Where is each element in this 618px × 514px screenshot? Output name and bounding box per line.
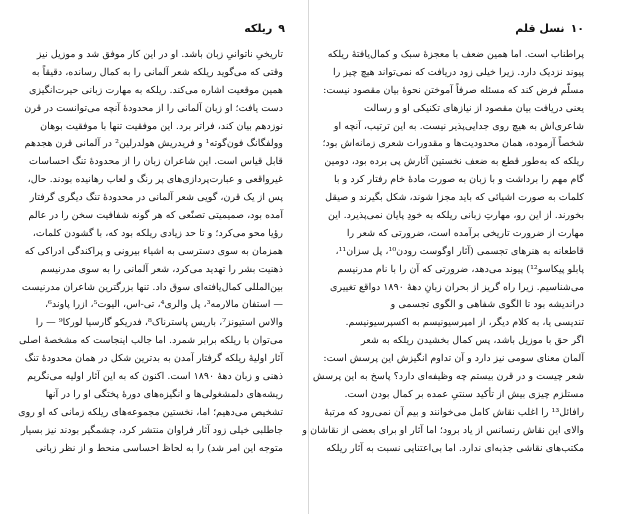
right-page [302, 0, 618, 514]
text-line: اگر حق با موزیل باشد، پس کمال بخشیدن ریلکه به شعر [361, 335, 584, 347]
text-line: ریلکه که به‌طور قطع به ضعف نخستین آثارش پی برده بود، دومین [324, 156, 584, 168]
text-line: می‌شناسیم. زیرا راه گریز از بحران زبانِ دههٔ ۱۸۹۰ دواقع تغییری [330, 281, 584, 293]
text-line: غیرواقعی و عبارت‌پردازی‌های پر رنگ و لعاب رهانیده بودند. حال، [27, 174, 283, 186]
text-line: وولفگانگ فون‌گوته¹ و فریدریش هولدرلین² در آلمانی قرن هجدهم [24, 138, 283, 150]
right-page-body [302, 46, 584, 504]
text-line: همزمان به سوی دسترسی به اشیاء بیرونی و پراکندگی ادراکی که [24, 245, 283, 257]
text-line: مستلزم چیزی بیش از تأکید سنتیِ عمده بر کمال بودن است. [344, 388, 584, 400]
left-page-body [18, 46, 283, 504]
right-running-header [335, 20, 584, 36]
text-line: دراندیشه بود تا الگوی شفاهی و الگوی تجسمی و [390, 299, 584, 311]
text-line: همین موقعیت اشاره می‌کند. ریلکه به مهارت زبانی حیرت‌انگیزی [28, 84, 283, 96]
right-running-head: نسل قلم [515, 21, 565, 35]
text-line: پراطناب است. اما همین ضعف با معجزهٔ سبک و کمال‌یافتهٔ ریلکه [327, 49, 584, 60]
text-line: قاطعانه به هنرهای تجسمی (آثار اوگوست رودن¹⁰، پل سزان¹¹، [335, 245, 584, 257]
text-line: — استفان مالارمه³، پل والری⁴، تی-اس، الیوت⁵، ازرا پاوند⁶، [44, 299, 283, 311]
text-line: شخصاً آزموده، همان محدودیت‌ها و مقدورات شعری زمانه‌اش بود؛ [322, 138, 584, 150]
text-line: بین‌المللی کمال‌یافته‌ای سوق داد. تنها بزرگترین شاعران مدرنیست [21, 281, 283, 293]
text-line: ذهنی و زبان دههٔ ۱۸۹۰ است. اکنون که به این آثار اولیه می‌نگریم [27, 371, 283, 383]
right-page-number: ۱۰ [570, 21, 584, 35]
text-line: آمده بود، صمیمیتی تصنّعی که هر گونه شفافیت سخن را در عالم [28, 210, 283, 222]
text-line: نوزدهم بیان کند، فراتر برد. این موفقیت تنها با موفقیت بوهان [40, 120, 283, 132]
left-running-header [40, 20, 285, 36]
text-line: شاعری‌اش به هیچ روی جدایی‌پذیر نیست. به این ترتیب، آنچه او [333, 120, 584, 132]
text-line: تشخیص می‌دهیم؛ اما، نخستین مجموعه‌های ریلکه زمانی که او روی [18, 406, 283, 418]
text-line: پابلو پیکاسو¹²) پیوند می‌دهد، ضرورتی که آن را با نام مدرنیسم [337, 263, 584, 275]
text-line: جاطلبی خیلی زود آثار فراوان منتشر کرد، چشمگیر بودند نیز بسیار [20, 424, 283, 436]
text-line: قابل قیاس است. این شاعران زبان را از محدودهٔ تنگ احساسات [29, 156, 283, 168]
text-line: والای این نقاش رنسانس از یاد برود؛ اما آثار او برای بعضی از نقاشان و [302, 424, 584, 436]
text-line: مسلّم فرض کند که مسئله صرفاً آموختن نحوهٔ بیان مقصود نیست: [323, 84, 584, 96]
text-line: پیوند نزدیک دارد. زیرا خیلی زود دریافت که نمی‌تواند هیچ چیز را [333, 66, 584, 78]
text-line: پس از یک قرن، گویی شعر آلمانی در محدودهٔ تنگ دیگری گرفتار [29, 192, 283, 204]
text-line: ریشه‌های دلمشغولی‌ها و انگیزه‌های دورهٔ پختگی او را در آنها [45, 388, 283, 400]
text-line: والاس استیونز⁷، باریس پاسترناک⁸، فدریکو گارسیا لورکا⁹ — را [35, 317, 283, 329]
text-line: یعنی دریافت بیان مقصود از نیازهای تکنیکی او و رسالت [363, 102, 584, 114]
text-line: کلمات به صورت اشیائی که باید مجزا شوند، شکل بگیرند و صیقل [325, 192, 584, 204]
text-line: ذهنیت بشر را تهدید می‌کرد، شعر آلمانی را به سوی مدرنیسم [40, 263, 283, 275]
text-line: تندیسی یا، به کلام دیگر، از امپرسیونیسم به اکسپرسیونیسم. [345, 317, 584, 329]
text-line: رؤیا محو می‌کرد؛ و تا حد زیادی ریلکه بود که، با گشودن کلمات، [32, 227, 283, 239]
text-line: رافائل¹³ را اغلب نقاش کامل می‌خوانند و بیم آن نمی‌رود که مرتبهٔ [324, 406, 584, 418]
left-running-head: ریلکه [244, 21, 273, 35]
text-line: متوجه این امر شد) را به لحاظ احساسی منحط و از نظر زبانی [35, 442, 283, 454]
text-line: مکتب‌های نقاشی جذبه‌ای ندارد. اما بی‌اعتنایی نسبت به آثار ریلکه [326, 442, 584, 454]
left-page-number: ۹ [278, 21, 285, 35]
text-line: گام مهم را برداشت و با زبان به صورت مادهٔ خام رفتار کرد و با [334, 174, 584, 186]
text-line: مهارت از ضرورت تاریخی برآمده است، ضرورتی که شعر را [346, 227, 584, 239]
text-line: دست یافت؛ او زبان آلمانی را از محدودهٔ آنچه می‌توانست در قرن [24, 102, 283, 114]
text-line: تاریخیِ ناتوانیِ زبان باشد. او در این کار موفق شد و موزیل نیز [36, 49, 283, 60]
text-line: شعر چیست و در قرن بیستم چه وظیفه‌ای دارد؟ پاسخ به این پرسش [312, 371, 584, 383]
text-line: آلمان معنای سومی نیز دارد و آن تداوم انگیزش این پرسش است: [323, 353, 584, 365]
text-line: آثار اولیهٔ ریلکه گرفتار آمدن به بدترین شکل در همان محدودهٔ تنگ [24, 353, 283, 365]
text-line: وقتی که می‌گوید ریلکه شعر آلمانی را به کمال رسانده، دقیقاً به [31, 66, 283, 78]
text-line: می‌توان با ریلکه برابر شمرد. اما جالب اینجاست که مشخصهٔ اصلی [18, 335, 283, 347]
text-line: بخورند. از این رو، مهارتِ زبانی ریلکه به خودِ پایان نمی‌پذیرد. این [327, 210, 584, 222]
